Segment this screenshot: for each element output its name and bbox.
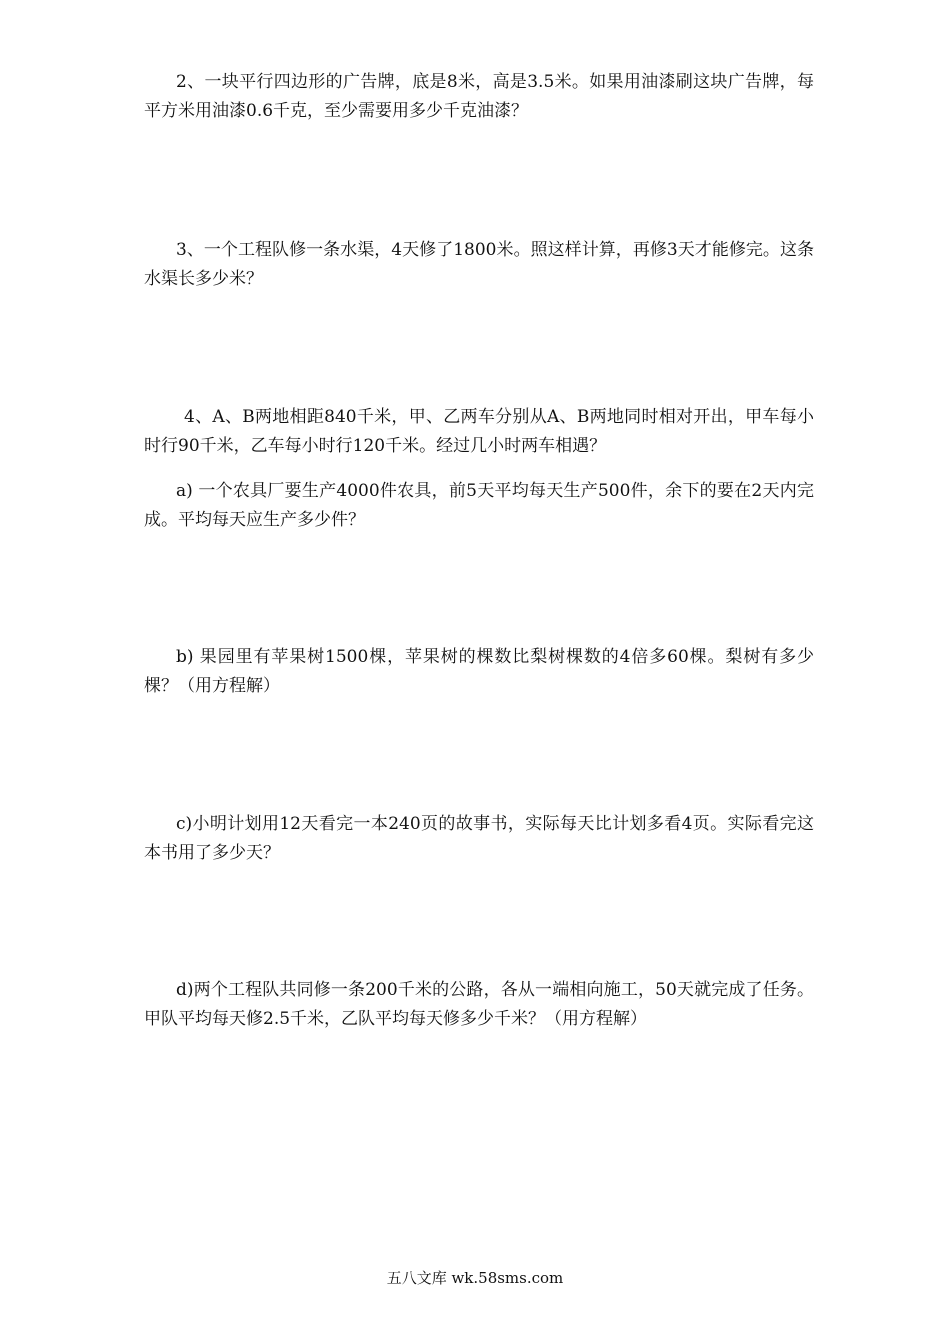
problem-c: c)小明计划用12天看完一本240页的故事书，实际每天比计划多看4页。实际看完这本书用了多少天？ <box>144 814 814 863</box>
problem-2: 2、一块平行四边形的广告牌，底是8米，高是3.5米。如果用油漆刷这块广告牌，每平方米用油漆0.6千克，至少需要用多少千克油漆？ <box>144 72 814 121</box>
problem-4: 4、A、B两地相距840千米，甲、乙两车分别从A、B两地同时相对开出，甲车每小时行90千米，乙车每小时行120千米。经过几小时两车相遇？ <box>144 407 814 456</box>
problem-a: a) 一个农具厂要生产4000件农具，前5天平均每天生产500件，余下的要在2天内完成。平均每天应生产多少件？ <box>144 481 814 530</box>
problem-3: 3、一个工程队修一条水渠，4天修了1800米。照这样计算，再修3天才能修完。这条水渠长多少米？ <box>144 240 814 289</box>
problem-d: d)两个工程队共同修一条200千米的公路，各从一端相向施工，50天就完成了任务。甲队平均每天修2.5千米，乙队平均每天修多少千米？（用方程解） <box>144 980 814 1029</box>
problem-b: b) 果园里有苹果树1500棵，苹果树的棵数比梨树棵数的4倍多60棵。梨树有多少棵？（用方程解） <box>144 647 814 696</box>
footer-source-link[interactable]: 五八文库 wk.58sms.com <box>386 1269 564 1287</box>
